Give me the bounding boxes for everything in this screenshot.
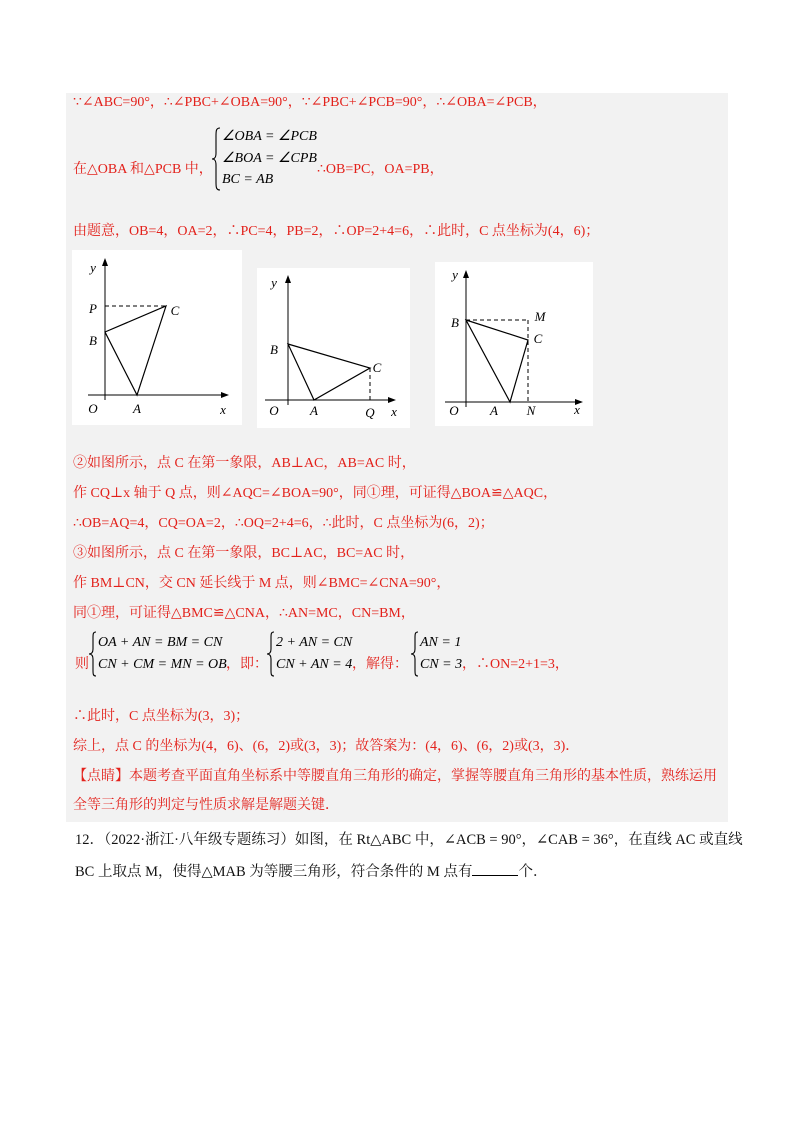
label-p: P [89, 301, 97, 316]
x-axis-arrow [221, 392, 229, 398]
y-axis-arrow [285, 275, 291, 283]
system-row: 2 + AN = CN [276, 635, 353, 650]
figure-3-diagram [435, 262, 593, 426]
label-o: O [269, 403, 279, 418]
figure-2 [257, 268, 410, 428]
answer-blank [472, 861, 518, 876]
triangle-abc [288, 344, 370, 400]
figure-1 [72, 250, 242, 425]
question-12-text-end: 个． [518, 864, 548, 880]
label-a: A [310, 403, 318, 418]
label-a: A [490, 403, 498, 418]
equations-separator-b: ，解得： [352, 657, 408, 672]
label-q: Q [365, 405, 375, 420]
figure-3 [435, 262, 593, 426]
equation-system-c [420, 632, 462, 676]
comment-line-1: 【点睛】本题考查平面直角坐标系中等腰直角三角形的确定，掌握等腰直角三角形的基本性质，熟练运用 [73, 769, 717, 784]
figure-2-diagram [257, 268, 410, 428]
question-12-text: BC 上取点 M，使得△MAB 为等腰三角形，符合条件的 M 点有 [75, 864, 473, 880]
system-row: AN = 1 [420, 635, 462, 650]
case3-line-2: 作 BM⊥CN，交 CN 延长线于 M 点，则∠BMC=∠CNA=90°， [73, 576, 451, 591]
figure-1-diagram [72, 250, 242, 425]
case3-result: ∴此时，C 点坐标为(3，3)； [73, 709, 250, 724]
label-b: B [451, 315, 459, 330]
label-b: B [89, 333, 97, 348]
congruence-system [222, 126, 317, 191]
triangle-abc [466, 320, 528, 402]
summary-line: 综上，点 C 的坐标为(4，6)、(6，2)或(3，3)；故答案为：(4，6)、(6，2)或(3，3)． [73, 739, 580, 754]
label-x: x [574, 402, 580, 417]
label-x: x [220, 402, 226, 417]
label-c: C [533, 331, 543, 346]
x-axis-arrow [388, 397, 396, 403]
system-brace [211, 127, 222, 191]
case2-line-2: 作 CQ⊥x 轴于 Q 点，则∠AQC=∠BOA=90°，同①理，可证得△BOA≌△AQC， [73, 486, 558, 501]
case2-line-3: ∴OB=AQ=4，CQ=OA=2，∴OQ=2+4=6，∴此时，C 点坐标为(6，2)； [73, 516, 494, 531]
label-m: M [534, 309, 546, 324]
question-12-line-1: 12．（2022·浙江·八年级专题练习）如图，在 Rt△ABC 中，∠ACB = 90°，∠CAB = 36°，在直线 AC 或直线 [75, 832, 743, 848]
equations-lead: 则 [75, 657, 89, 672]
label-b: B [270, 342, 278, 357]
label-n: N [526, 403, 536, 418]
system-brace [266, 631, 276, 677]
system-row: ∠BOA = ∠CPB [222, 150, 317, 166]
system-brace [410, 631, 420, 677]
system-row: CN + AN = 4 [276, 657, 353, 672]
case2-line-1: ②如图所示，点 C 在第一象限，AB⊥AC，AB=AC 时， [73, 456, 416, 471]
label-x: x [391, 404, 397, 419]
label-c: C [372, 360, 382, 375]
label-y: y [452, 267, 458, 282]
label-y: y [90, 260, 96, 275]
label-a: A [133, 401, 141, 416]
case3-line-1: ③如图所示，点 C 在第一象限，BC⊥AC，BC=AC 时， [73, 546, 415, 561]
system-row: ∠OBA = ∠PCB [222, 129, 317, 144]
case3-line-3: 同①理，可证得△BMC≌△CNA，∴AN=MC，CN=BM， [73, 606, 415, 621]
label-c: C [170, 303, 180, 318]
congruence-prefix: 在△OBA 和△PCB 中， [73, 162, 213, 177]
equations-conclusion: ，∴ON=2+1=3， [462, 657, 569, 672]
equation-system-b [276, 632, 352, 676]
question-12-line-2 [75, 861, 547, 882]
congruence-conclusion: ∴OB=PC，OA=PB， [317, 162, 444, 177]
solution-line-2: 由题意，OB=4，OA=2，∴PC=4，PB=2，∴OP=2+4=6，∴此时，C 点坐标为(4，6)； [73, 224, 600, 239]
system-row: BC = AB [222, 172, 274, 187]
label-o: O [449, 403, 459, 418]
label-o: O [88, 401, 98, 416]
y-axis-arrow [102, 258, 108, 266]
equation-system-a [98, 632, 227, 676]
system-row: OA + AN = BM = CN [98, 635, 223, 650]
y-axis-arrow [463, 270, 469, 278]
triangle-abc [105, 306, 166, 395]
equations-separator-a: ，即： [226, 657, 268, 672]
label-y: y [271, 275, 277, 290]
system-brace [88, 631, 98, 677]
solution-line-1: ∵∠ABC=90°，∴∠PBC+∠OBA=90°，∵∠PBC+∠PCB=90°，∴∠OBA=∠PCB， [73, 95, 547, 110]
comment-line-2: 全等三角形的判定与性质求解是解题关键． [73, 798, 339, 813]
system-row: CN + CM = MN = OB [98, 657, 227, 672]
system-row: CN = 3 [420, 657, 463, 672]
